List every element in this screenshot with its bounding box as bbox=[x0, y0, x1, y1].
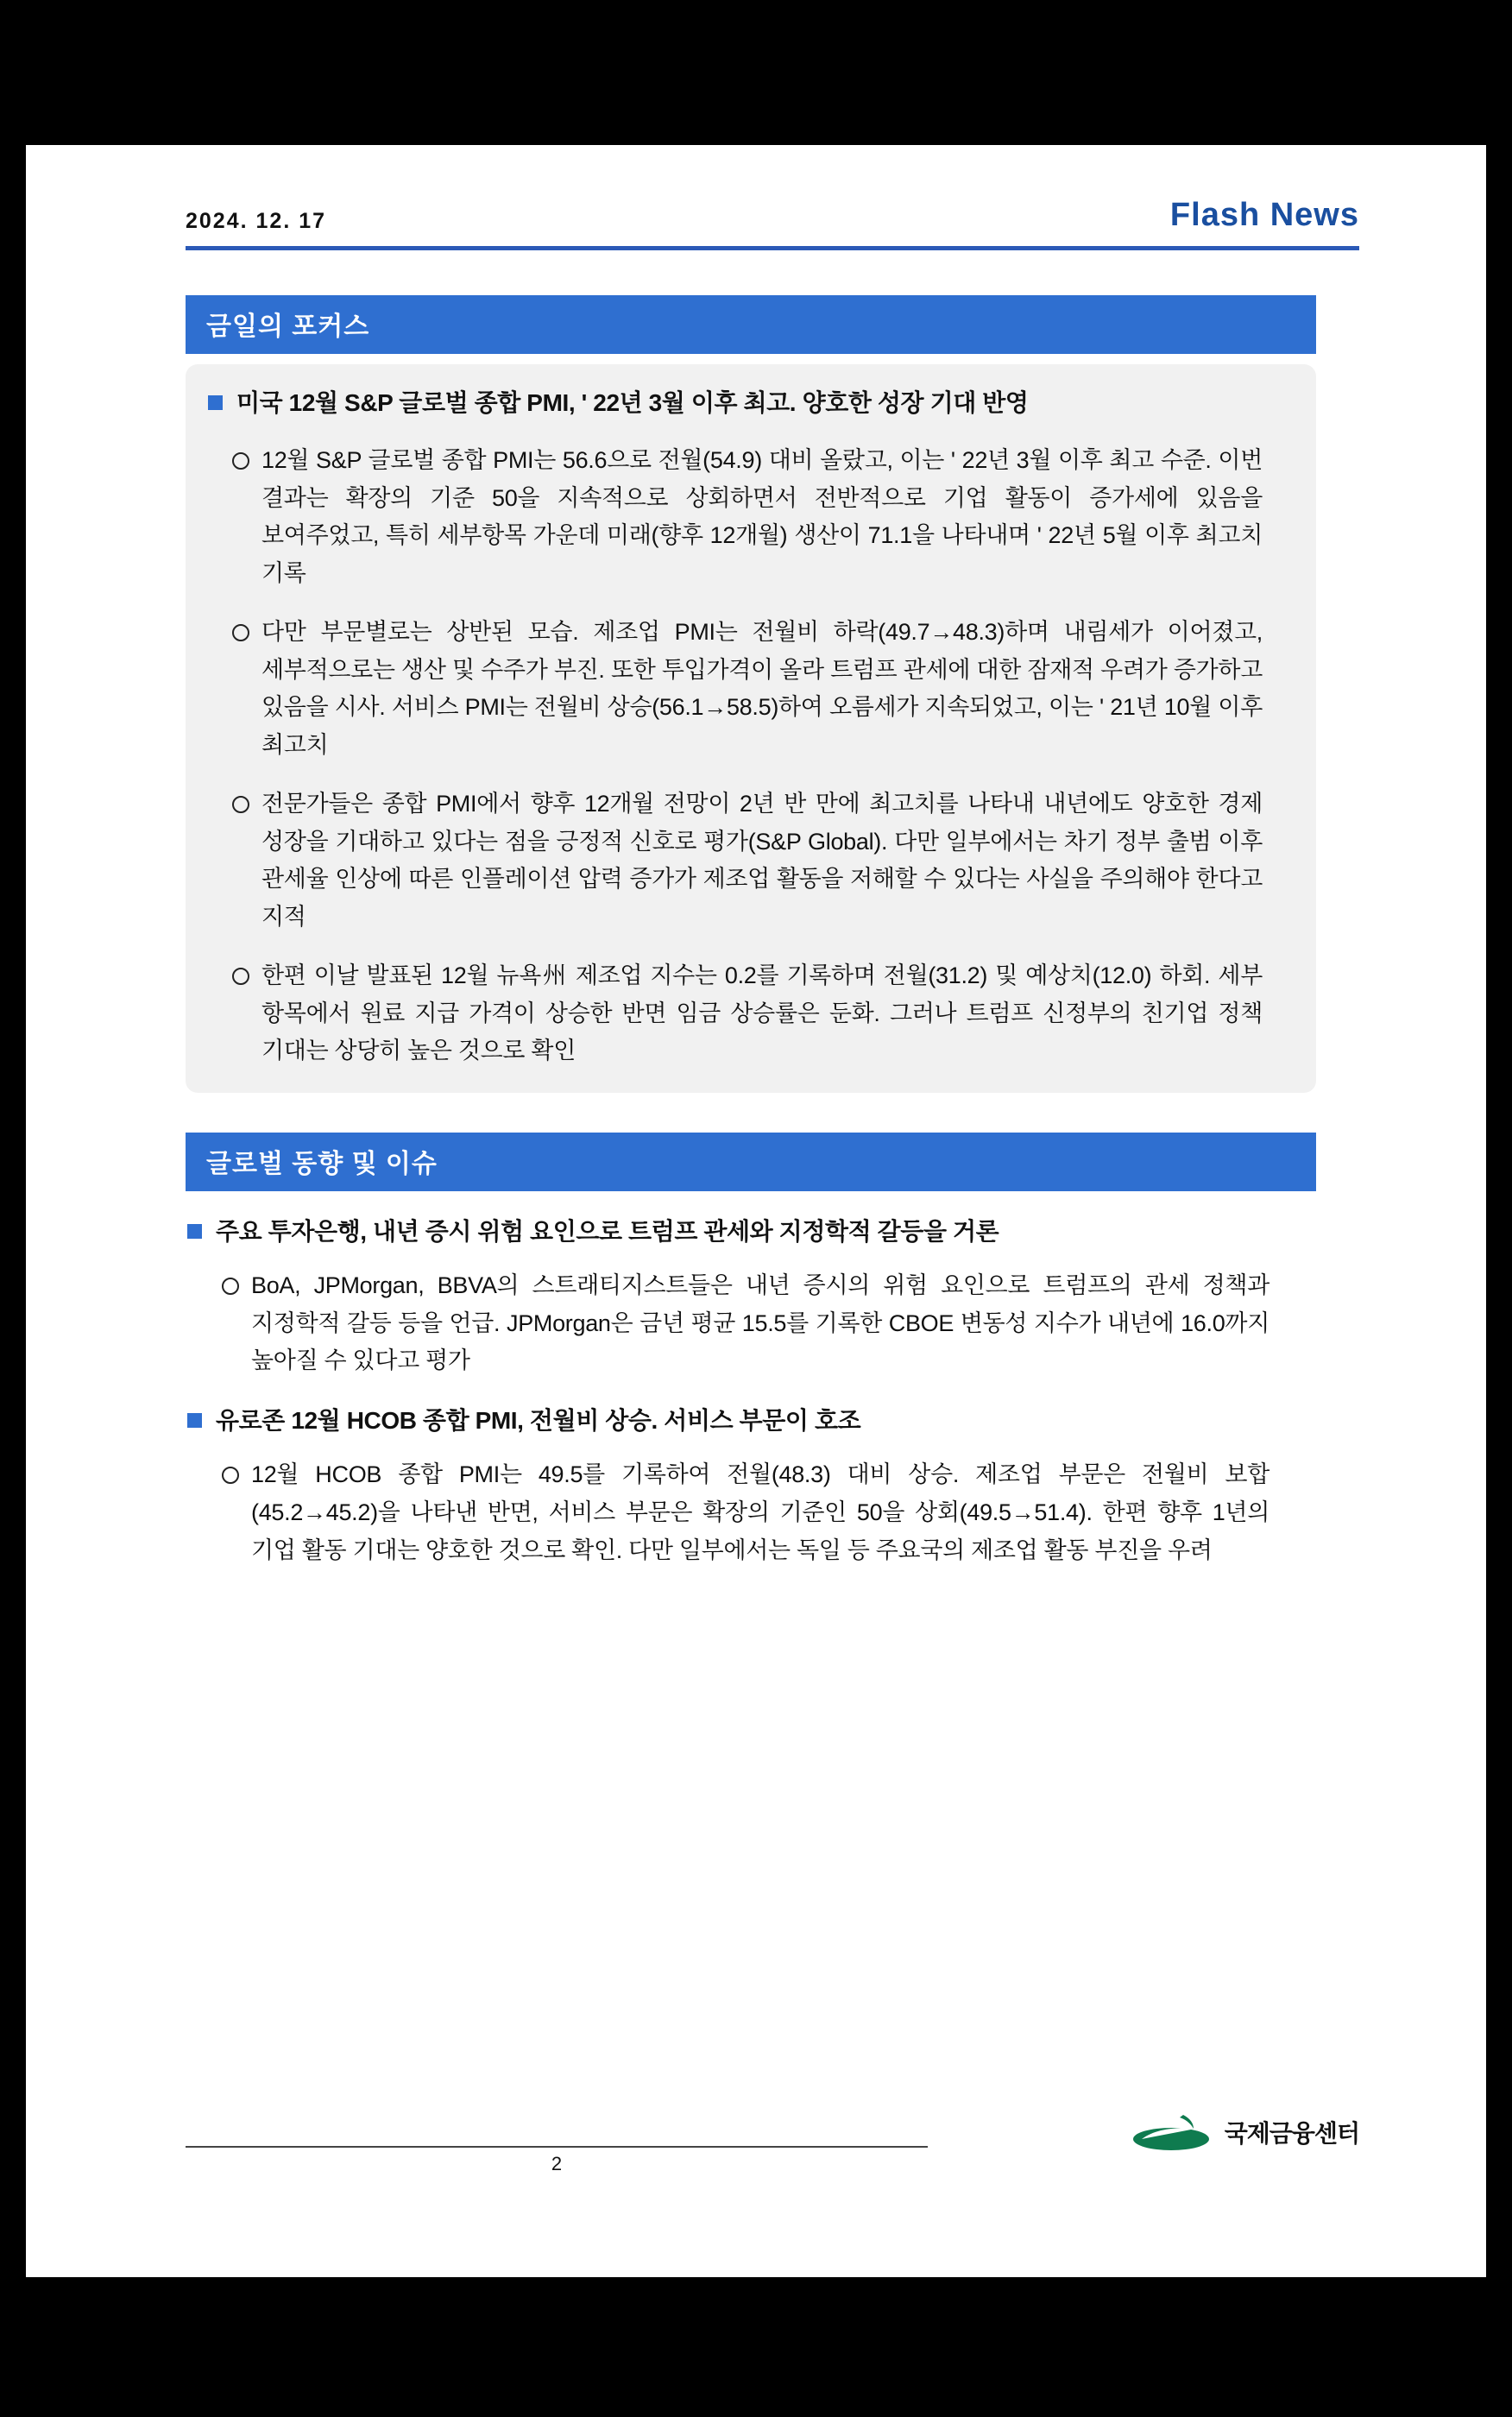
focus-bullet-text: 전문가들은 종합 PMI에서 향후 12개월 전망이 2년 반 만에 최고치를 나타내 내년에도 양호한 경제 성장을 기대하고 있다는 점을 긍정적 신호로 평가(S&P Global). 다만 일부에서는 차기 정부 출범 이후 관세율 인상에 따른 인플레이션 압력 증가가 제조업 활동을 저해할 수 있다는 사실을 주의해야 한다고 지적 bbox=[261, 790, 1263, 931]
focus-bullet-text: 한편 이날 발표된 12월 뉴욕州 제조업 지수는 0.2를 기록하며 전월(31.2) 및 예상치(12.0) 하회. 세부 항목에서 원료 지급 가격이 상승한 반면 임금 상승률은 둔화. 그러나 트럼프 신정부의 친기업 정책 기대는 상당히 높은 것으로 확인 bbox=[261, 962, 1263, 1064]
global-headline-1 bbox=[186, 1214, 1359, 1250]
focus-bullet-1 bbox=[208, 442, 1294, 593]
document-title: Flash News bbox=[1169, 197, 1359, 233]
global-headline-text: 유로존 12월 HCOB 종합 PMI, 전월비 상승. 서비스 부문이 호조 bbox=[216, 1407, 861, 1435]
circle-bullet-icon bbox=[232, 796, 249, 813]
square-bullet-icon bbox=[208, 395, 223, 410]
document-header bbox=[186, 197, 1359, 243]
focus-bullet-3 bbox=[208, 786, 1294, 937]
page-number: 2 bbox=[551, 2153, 563, 2174]
global-body-text: BoA, JPMorgan, BBVA의 스트래티지스트들은 내년 증시의 위험 요인으로 트럼프의 관세 정책과 지정학적 갈등 등을 언급. JPMorgan은 금년 평균 15.5를 기록한 CBOE 변동성 지수가 내년에 16.0까지 높아질 수 있다고 평가 bbox=[251, 1272, 1269, 1374]
focus-bullet-text: 다만 부문별로는 상반된 모습. 제조업 PMI는 전월비 하락(49.7→48.3)하며 내림세가 이어졌고, 세부적으로는 생산 및 수주가 부진. 또한 투입가격이 올라 트럼프 관세에 대한 잠재적 우려가 증가하고 있음을 시사. 서비스 PMI는 전월비 상승(56.1→58.5)하여 오름세가 지속되었고, 이는 ' 21년 10월 이후 최고치 bbox=[261, 618, 1263, 759]
circle-bullet-icon bbox=[222, 1278, 239, 1295]
square-bullet-icon bbox=[187, 1413, 202, 1428]
global-headline-text: 주요 투자은행, 내년 증시 위험 요인으로 트럼프 관세와 지정학적 갈등을 거론 bbox=[216, 1218, 999, 1246]
global-body-1 bbox=[186, 1267, 1359, 1380]
focus-bullet-2 bbox=[208, 614, 1294, 765]
global-body-text: 12월 HCOB 종합 PMI는 49.5를 기록하여 전월(48.3) 대비 상승. 제조업 부문은 전월비 보합(45.2→45.2)을 나타낸 반면, 서비스 부문은 확장의 기준인 50을 상회(49.5→51.4). 한편 향후 1년의 기업 활동 기대는 양호한 것으로 확인. 다만 일부에서는 독일 등 주요국의 제조업 활동 부진을 우려 bbox=[251, 1461, 1269, 1563]
focus-headline bbox=[208, 385, 1294, 421]
document-date: 2024. 12. 17 bbox=[186, 209, 327, 233]
kcif-logo-icon bbox=[1130, 2110, 1213, 2155]
circle-bullet-icon bbox=[232, 624, 249, 641]
focus-bullet-4 bbox=[208, 957, 1294, 1070]
organization-logo bbox=[1130, 2110, 1359, 2155]
global-headline-2 bbox=[186, 1403, 1359, 1439]
circle-bullet-icon bbox=[222, 1467, 239, 1484]
footer-divider bbox=[186, 2146, 928, 2148]
focus-headline-text: 미국 12월 S&P 글로벌 종합 PMI, ' 22년 3월 이후 최고. 양호한 성장 기대 반영 bbox=[236, 389, 1029, 416]
global-body-2 bbox=[186, 1456, 1359, 1569]
circle-bullet-icon bbox=[232, 452, 249, 470]
header-divider bbox=[186, 246, 1359, 250]
focus-bullet-text: 12월 S&P 글로벌 종합 PMI는 56.6으로 전월(54.9) 대비 올랐고, 이는 ' 22년 3월 이후 최고 수준. 이번 결과는 확장의 기준 50을 지속적으로 상회하면서 전반적으로 기업 활동이 증가세에 있음을 보여주었고, 특히 세부항목 가운데 미래(향후 12개월) 생산이 71.1을 나타내며 ' 22년 5월 이후 최고치 기록 bbox=[261, 447, 1263, 587]
circle-bullet-icon bbox=[232, 968, 249, 985]
document-sheet bbox=[26, 145, 1486, 2277]
section-title-global: 글로벌 동향 및 이슈 bbox=[186, 1133, 1316, 1191]
square-bullet-icon bbox=[187, 1224, 202, 1239]
document-footer bbox=[186, 2120, 1359, 2174]
document-content bbox=[186, 197, 1359, 1569]
section-title-focus: 금일의 포커스 bbox=[186, 295, 1316, 354]
organization-name: 국제금융센터 bbox=[1224, 2120, 1359, 2147]
focus-box bbox=[186, 364, 1316, 1093]
